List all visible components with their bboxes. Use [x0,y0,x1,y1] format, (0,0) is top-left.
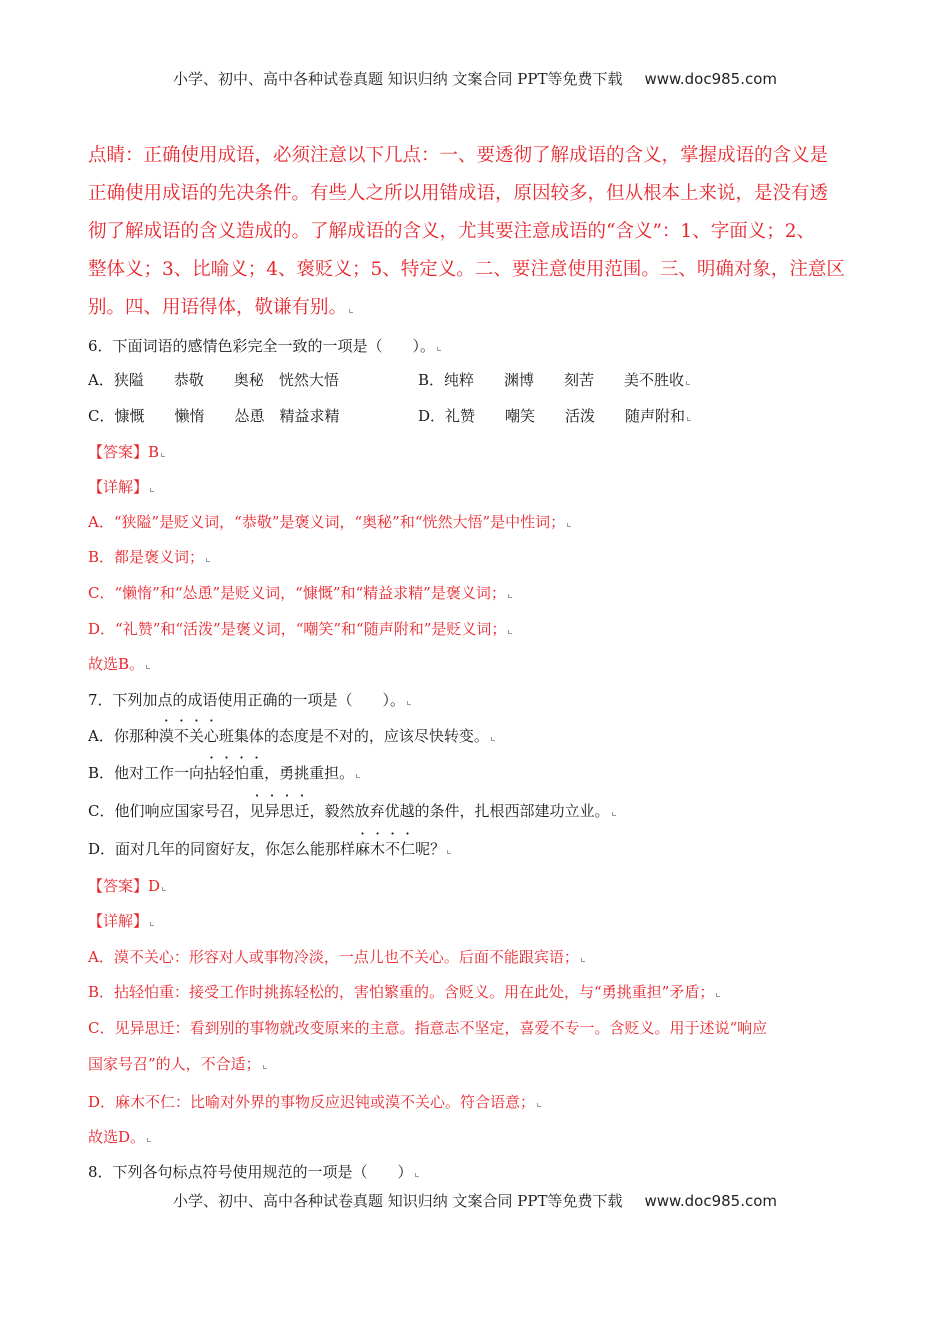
q7-answer: 【答案】D [88,876,166,896]
emphasis-dot-char: 木 [370,840,386,858]
dotted-idiom [204,764,264,782]
dotted-idiom [355,840,415,858]
emphasis-dot-char: 重 [249,764,265,782]
dotted-idiom [249,802,309,820]
q6-explain-c: C．“懒惰”和“怂恿”是贬义词，“慷慨”和“精益求精”是褒义词； [88,583,512,603]
q7-explain-head: 【详解】 [88,911,154,931]
emphasis-dot-char: 心 [203,727,219,745]
paragraph-mark-icon [437,347,441,351]
q6-option-a: A．狭隘 恭敬 奥秘 恍然大悟 [88,371,339,389]
q7-explain-b: B．拈轻怕重：接受工作时挑拣轻松的，害怕繁重的。含贬义。用在此处，与“勇挑重担”矛盾； [88,982,720,1002]
emphasis-dot-char: 漠 [158,727,174,745]
page-footer [0,1190,950,1211]
q6-explain-head: 【详解】 [88,477,154,497]
tip-line-2: 正确使用成语的先决条件。有些人之所以用错成语，原因较多，但从根本上来说，是没有透 [88,183,829,204]
q7-explain-c-line1: C．见异思迁：看到别的事物就改变原来的主意。指意志不坚定，喜爱不专一。含贬义。用于述说“响应 [88,1019,768,1037]
tip-line-5: 别。四、用语得体，敬谦有别。 [88,296,353,320]
q7-explain-c-line2: 国家号召”的人，不合适； [88,1054,267,1074]
q8-question: 8．下列各句标点符号使用规范的一项是（ ） [88,1162,419,1182]
dotted-idiom [159,727,219,745]
q6-option-d: D．礼赞 嘲笑 活泼 随声附和 [418,406,691,426]
emphasis-dot-char: 见 [249,802,265,820]
q7-option-b: B．他对工作一向拈轻怕重，勇挑重担。 [88,763,360,783]
q7-conclusion: 故选D。 [88,1127,151,1147]
tip-line-1: 点睛：正确使用成语，必须注意以下几点：一、要透彻了解成语的含义，掌握成语的含义是 [88,145,829,166]
paragraph-mark-icon [407,701,411,705]
paragraph-mark-icon [508,630,512,634]
paragraph-mark-icon [349,309,353,313]
paragraph-mark-icon [508,594,512,598]
paragraph-mark-icon [716,993,720,997]
paragraph-mark-icon [567,523,571,527]
paragraph-mark-icon [356,774,360,778]
paragraph-mark-icon [491,737,495,741]
emphasis-dot-char: 仁 [400,840,416,858]
paragraph-mark-icon [161,453,165,457]
q7-option-d: D．面对几年的同窗好友，你怎么能那样麻木不仁呢？ [88,839,451,859]
q6-option-c: C．慷慨 懒惰 怂恿 精益求精 [88,407,340,425]
paragraph-mark-icon [263,1065,267,1069]
paragraph-mark-icon [581,958,585,962]
q6-conclusion: 故选B。 [88,654,150,674]
q7-option-a: A．你那种漠不关心班集体的态度是不对的，应该尽快转变。 [88,726,495,746]
header-text: 小学、初中、高中各种试卷真题 知识归纳 文案合同 PPT等免费下载 [172,70,623,88]
emphasis-dot-char: 轻 [219,764,235,782]
emphasis-dot-char: 关 [188,727,204,745]
paragraph-mark-icon [686,381,690,385]
q6-answer: 【答案】B [88,442,165,462]
footer-text: 小学、初中、高中各种试卷真题 知识归纳 文案合同 PPT等免费下载 [172,1192,623,1210]
q7-explain-d: D．麻木不仁：比喻对外界的事物反应迟钝或漠不关心。符合语意； [88,1092,541,1112]
emphasis-dot-char: 思 [279,802,295,820]
q7-explain-a: A．漠不关心：形容对人或事物冷淡，一点儿也不关心。后面不能跟宾语； [88,947,585,967]
paragraph-mark-icon [612,812,616,816]
q6-option-b: B．纯粹 渊博 刻苦 美不胜收 [418,370,690,390]
emphasis-dot-char: 迁 [294,802,310,820]
paragraph-mark-icon [147,1138,151,1142]
emphasis-dot-char: 异 [264,802,280,820]
paragraph-mark-icon [447,850,451,854]
q6-question: 6．下面词语的感情色彩完全一致的一项是（ ）。 [88,336,441,356]
emphasis-dot-char: 怕 [234,764,250,782]
paragraph-mark-icon [687,417,691,421]
footer-site-link[interactable]: www.doc985.com [644,1192,778,1210]
q6-explain-a: A．“狭隘”是贬义词，“恭敬”是褒义词，“奥秘”和“恍然大悟”是中性词； [88,512,571,532]
tip-line-4: 整体义；3、比喻义；4、褒贬义；5、特定义。二、要注意使用范围。三、明确对象，注意区 [88,259,845,280]
q7-option-c: C．他们响应国家号召，见异思迁，毅然放弃优越的条件，扎根西部建功立业。 [88,801,616,821]
emphasis-dot-char: 麻 [355,840,371,858]
tip-line-3: 彻了解成语的含义造成的。了解成语的含义，尤其要注意成语的“含义”：1、字面义；2、 [88,221,815,242]
paragraph-mark-icon [206,558,210,562]
paragraph-mark-icon [415,1173,419,1177]
paragraph-mark-icon [146,665,150,669]
paragraph-mark-icon [150,922,154,926]
header-site-link[interactable]: www.doc985.com [644,70,778,88]
q6-explain-b: B．都是褒义词； [88,547,210,567]
q6-explain-d: D．“礼赞”和“活泼”是褒义词，“嘲笑”和“随声附和”是贬义词； [88,619,512,639]
paragraph-mark-icon [150,488,154,492]
q7-question: 7．下列加点的成语使用正确的一项是（ ）。 [88,690,411,710]
emphasis-dot-char: 拈 [204,764,220,782]
page-header [0,68,950,89]
emphasis-dot-char: 不 [385,840,401,858]
paragraph-mark-icon [162,887,166,891]
paragraph-mark-icon [537,1103,541,1107]
emphasis-dot-char: 不 [173,727,189,745]
